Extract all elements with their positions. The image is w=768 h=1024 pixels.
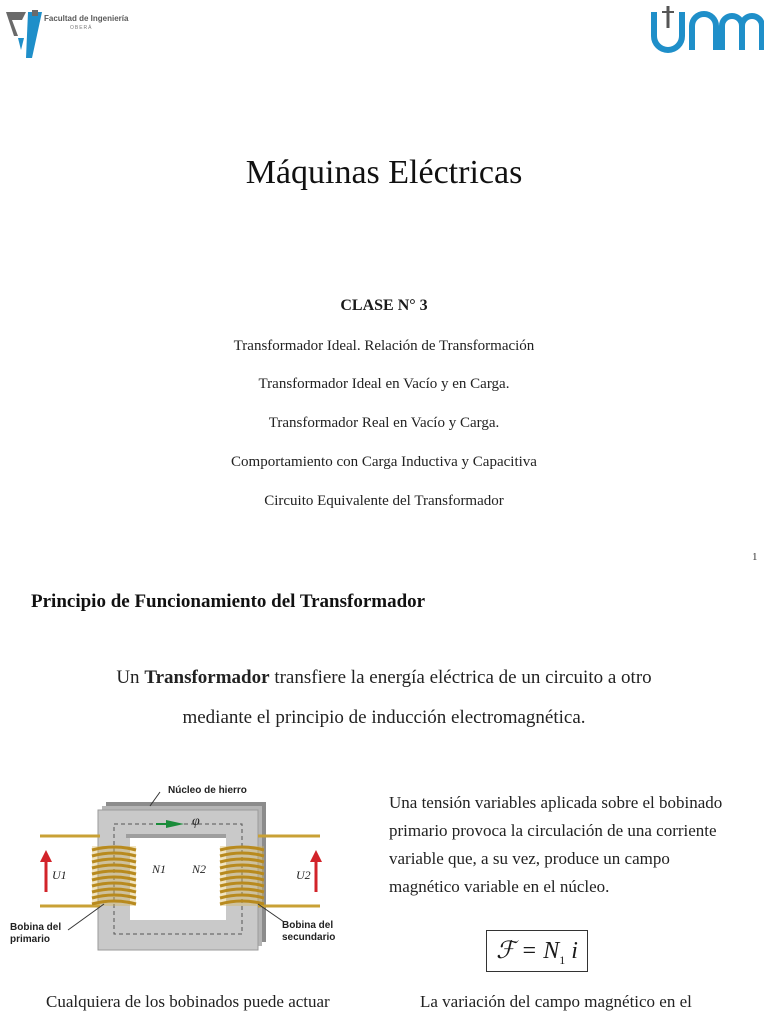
topic-item: Transformador Ideal. Relación de Transformación (233, 338, 535, 354)
transformer-diagram (8, 780, 360, 960)
faculty-logo (4, 6, 144, 62)
explanation-paragraph: Una tensión variables aplicada sobre el bobinado primario provoca la circulación de una corriente variable que, a su vez, produce un campo magnético variable en el núcleo. (389, 793, 723, 896)
n2-label: N2 (192, 862, 207, 876)
faculty-logo-subtext: OBERÁ (70, 25, 93, 31)
core-label: Núcleo de hierro (168, 785, 247, 796)
bottom-right-text: La variación del campo magnético en el (420, 992, 692, 1011)
topic-item: Transformador Ideal en Vacío y en Carga. (258, 376, 510, 392)
intro-line-1 (0, 667, 768, 689)
topic-item: Transformador Real en Vacío y Carga. (268, 415, 500, 431)
intro-line-2: mediante el principio de inducción electromagnética. (182, 707, 586, 728)
primary-coil (92, 846, 136, 906)
faculty-logo-text: Facultad de Ingeniería (44, 14, 129, 23)
formula-rhs: i (565, 938, 578, 964)
flux-label: φ (192, 814, 200, 829)
page-title: Máquinas Eléctricas (245, 154, 523, 191)
topic-item: Comportamiento con Carga Inductiva y Capacitiva (231, 454, 537, 470)
n1-label: N1 (152, 862, 167, 876)
secondary-coil-label-1: Bobina del (282, 920, 334, 931)
u2-label: U2 (296, 868, 311, 882)
faculty-logo-mark-icon (4, 6, 44, 62)
mmf-formula (486, 930, 588, 972)
university-logo (648, 4, 764, 56)
arrow-up-icon (310, 850, 322, 892)
formula-subscript: 1 (559, 952, 566, 967)
primary-coil-label-2: primario (10, 934, 51, 945)
intro-pre: Un (116, 667, 145, 688)
secondary-coil (220, 846, 264, 906)
university-logo-icon (648, 4, 764, 56)
intro-post: transfiere la energía eléctrica de un circuito a otro (269, 667, 652, 688)
arrow-up-icon (40, 850, 52, 892)
bottom-left-text: Cualquiera de los bobinados puede actuar (46, 992, 330, 1011)
u1-label: U1 (52, 868, 67, 882)
formula-lhs: ℱ = N (496, 938, 560, 964)
class-number: CLASE N° 3 (340, 297, 428, 314)
topic-item: Circuito Equivalente del Transformador (264, 493, 504, 509)
section-title: Principio de Funcionamiento del Transformador (31, 591, 426, 612)
page-number: 1 (752, 551, 758, 563)
primary-coil-label-1: Bobina del (10, 922, 62, 933)
secondary-coil-label-2: secundario (282, 932, 336, 943)
intro-bold-term: Transformador (144, 667, 270, 688)
